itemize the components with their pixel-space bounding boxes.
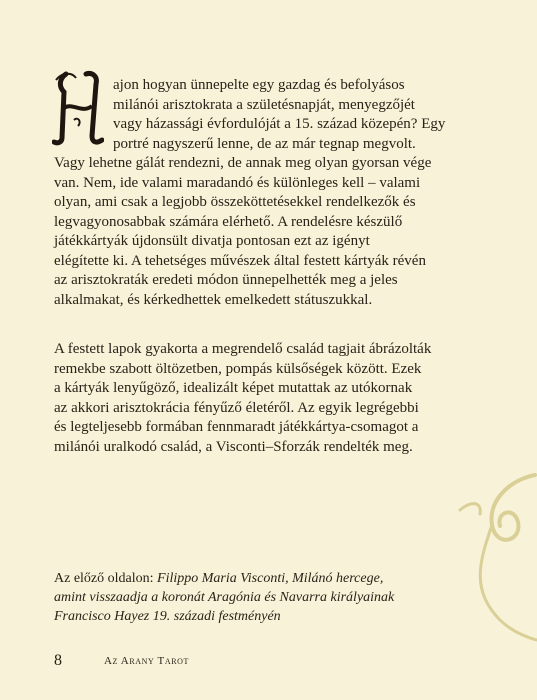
paragraph-2: [54, 340, 454, 457]
paragraph-line: olyan, ami csak a legjobb összeköttetésekkel rendelkezők és: [54, 194, 416, 210]
caption-italic: Filippo Maria Visconti, Milánó hercege,: [157, 571, 384, 586]
paragraph-line: milánói uralkodó család, a Visconti–Sforzák rendelték meg.: [54, 438, 413, 455]
paragraph-line: Vagy lehetne gálát rendezni, de annak meg olyan gyorsan vége: [54, 155, 432, 171]
paragraph-line: az akkori arisztokrácia fényűző életéről. Az egyik legrégebbi: [54, 399, 419, 416]
running-head: Az Arany Tarot: [104, 655, 190, 667]
paragraph-line: játékkártyák újdonsült divatja pontosan ezt az igényt: [54, 233, 370, 249]
paragraph-1: [54, 76, 454, 310]
caption-line: Francisco Hayez 19. századi festményén: [54, 609, 281, 624]
page-number: 8: [54, 652, 62, 669]
paragraph-line: a kártyák lenyűgöző, idealizált képet mutattak az utókornak: [54, 380, 413, 396]
paragraph-line: alkalmakat, és kérkedhettek emelkedett státuszukkal.: [54, 291, 373, 308]
caption-line: [54, 569, 474, 588]
paragraph-line: van. Nem, ide valami maradandó és különleges kell – valami: [54, 174, 421, 191]
paragraph-line: portré nagyszerű lenne, de az már tegnap megvolt.: [113, 135, 416, 152]
image-caption: [54, 569, 474, 626]
paragraph-line: vagy házassági évfordulóját a 15. század közepén? Egy: [113, 116, 446, 132]
paragraph-line: ajon hogyan ünnepelte egy gazdag és befolyásos: [113, 77, 405, 93]
paragraph-line: az arisztokraták eredeti módon ünnepelhették meg a jeles: [54, 272, 398, 288]
caption-line: amint visszaadja a koronát Aragónia és Navarra királyainak: [54, 590, 395, 605]
caption-lead: Az előző oldalon:: [54, 571, 158, 586]
paragraph-line: és legteljesebb formában fennmaradt játékkártya-csomagot a: [54, 419, 419, 435]
paragraph-line: milánói arisztokrata a születésnapját, menyegzőjét: [113, 96, 415, 113]
paragraph-line: remekbe szabott öltözetben, pompás külsőségek között. Ezek: [54, 360, 422, 377]
paragraph-line: legvagyonosabbak számára elérhető. A rendelésre készülő: [54, 213, 403, 230]
paragraph-line: elégítette ki. A tehetséges művészek által festett kártyák révén: [54, 252, 426, 269]
paragraph-line: A festett lapok gyakorta a megrendelő család tagjait ábrázolták: [54, 341, 432, 357]
